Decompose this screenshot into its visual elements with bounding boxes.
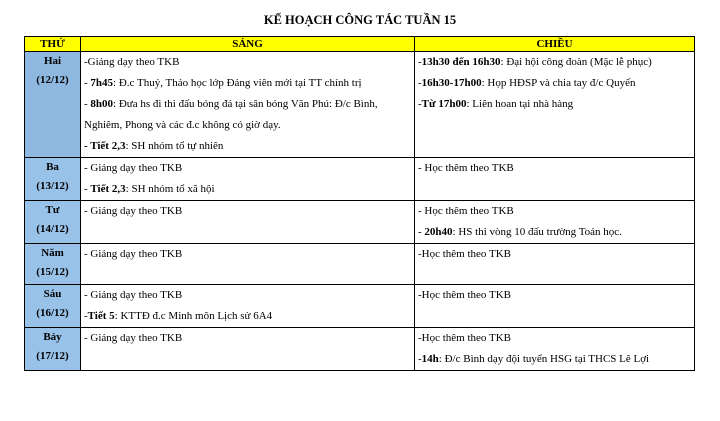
schedule-entry xyxy=(84,52,414,73)
schedule-entry xyxy=(84,94,414,136)
schedule-entry xyxy=(418,94,694,115)
day-date: (17/12) xyxy=(36,350,69,362)
entry-text: : Liên hoan tại nhà hàng xyxy=(466,98,574,110)
schedule-entry xyxy=(418,285,694,306)
schedule-entry xyxy=(418,244,694,265)
schedule-entry xyxy=(84,136,414,157)
schedule-entry xyxy=(84,328,414,349)
morning-cell xyxy=(81,52,415,158)
schedule-entry xyxy=(84,73,414,94)
morning-cell xyxy=(81,244,415,285)
entry-prefix: - xyxy=(84,310,88,322)
schedule-body xyxy=(25,52,695,371)
afternoon-cell xyxy=(415,244,695,285)
schedule-entry xyxy=(84,179,414,200)
weekly-schedule-table xyxy=(24,36,695,371)
entry-text: - Giảng dạy theo TKB xyxy=(84,162,183,174)
schedule-entry xyxy=(418,222,694,243)
entry-prefix: - xyxy=(418,56,422,68)
day-cell xyxy=(25,285,81,328)
header-day: THỨ xyxy=(25,37,81,52)
entry-text: : Họp HĐSP và chia tay đ/c Quyến xyxy=(481,77,636,89)
day-date: (14/12) xyxy=(36,223,69,235)
header-afternoon: CHIỀU xyxy=(415,37,695,52)
schedule-entry xyxy=(84,158,414,179)
entry-text: - Học thêm theo TKB xyxy=(418,162,514,174)
entry-time: 16h30-17h00 xyxy=(421,77,482,89)
entry-text: : Đ.c Thuỷ, Thảo học lớp Đảng viên mới tại TT chính trị xyxy=(113,77,362,89)
morning-cell xyxy=(81,158,415,201)
entry-text: - Giảng dạy theo TKB xyxy=(84,248,183,260)
table-row xyxy=(25,244,695,285)
entry-text: : SH nhóm tổ xã hội xyxy=(125,183,215,195)
day-name: Hai xyxy=(43,55,62,67)
entry-text: - Giảng dạy theo TKB xyxy=(84,289,183,301)
table-row xyxy=(25,201,695,244)
morning-cell xyxy=(81,201,415,244)
day-name: Sáu xyxy=(43,288,62,300)
day-date: (13/12) xyxy=(36,180,69,192)
entry-text: : KTTĐ đ.c Minh môn Lịch sử 6A4 xyxy=(114,310,273,322)
entry-prefix: - xyxy=(84,77,91,89)
entry-prefix: - xyxy=(84,183,91,195)
entry-text: -Học thêm theo TKB xyxy=(418,248,511,260)
schedule-entry xyxy=(418,201,694,222)
entry-time: Tiết 5 xyxy=(87,310,115,322)
entry-prefix: - xyxy=(418,98,422,110)
entry-prefix: - xyxy=(418,353,422,365)
day-name: Bảy xyxy=(43,331,62,343)
entry-text: : Đưa hs đi thi đấu bóng đá tại sân bóng Văn Phú: Đ/c Bình, Nghiêm, Phong và các đ.c không có giờ dạy. xyxy=(84,98,378,131)
afternoon-cell xyxy=(415,328,695,371)
day-name: Năm xyxy=(41,247,64,259)
day-date: (12/12) xyxy=(36,74,69,86)
entry-prefix: - xyxy=(418,226,425,238)
entry-time: 20h40 xyxy=(424,226,453,238)
entry-text: : SH nhóm tổ tự nhiên xyxy=(125,140,224,152)
schedule-entry xyxy=(84,285,414,306)
day-name: Ba xyxy=(46,161,59,173)
header-row xyxy=(25,37,695,52)
schedule-entry xyxy=(418,349,694,370)
schedule-entry xyxy=(418,328,694,349)
entry-prefix: - xyxy=(418,77,422,89)
entry-text: : Đ/c Bình dạy đội tuyển HSG tại THCS Lê Lợi xyxy=(438,353,650,365)
page-title: KẾ HOẠCH CÔNG TÁC TUẦN 15 xyxy=(263,13,457,27)
day-date: (16/12) xyxy=(36,307,69,319)
entry-prefix: - xyxy=(84,98,91,110)
day-cell xyxy=(25,52,81,158)
morning-cell xyxy=(81,328,415,371)
schedule-entry xyxy=(418,73,694,94)
entry-time: Tiết 2,3 xyxy=(90,183,126,195)
day-date: (15/12) xyxy=(36,266,69,278)
entry-text: - Giảng dạy theo TKB xyxy=(84,205,183,217)
schedule-entry xyxy=(84,244,414,265)
schedule-entry xyxy=(418,52,694,73)
table-row xyxy=(25,285,695,328)
table-row xyxy=(25,328,695,371)
day-cell xyxy=(25,201,81,244)
entry-time: 8h00 xyxy=(90,98,114,110)
entry-time: 13h30 đến 16h30 xyxy=(421,56,501,68)
entry-time: - Tiết 2,3 xyxy=(84,140,126,152)
afternoon-cell xyxy=(415,158,695,201)
entry-text: -Giảng dạy theo TKB xyxy=(84,56,180,68)
entry-text: : Đại hội công đoàn (Mặc lễ phục) xyxy=(500,56,652,68)
afternoon-cell xyxy=(415,201,695,244)
entry-time: 7h45 xyxy=(90,77,114,89)
day-cell xyxy=(25,244,81,285)
header-morning: SÁNG xyxy=(81,37,415,52)
day-name: Tư xyxy=(45,204,60,216)
entry-time: 14h xyxy=(421,353,439,365)
table-row xyxy=(25,52,695,158)
schedule-entry xyxy=(84,201,414,222)
afternoon-cell xyxy=(415,285,695,328)
entry-text: - Giảng dạy theo TKB xyxy=(84,332,183,344)
entry-text: -Học thêm theo TKB xyxy=(418,332,511,344)
table-row xyxy=(25,158,695,201)
entry-text: - Học thêm theo TKB xyxy=(418,205,514,217)
entry-text: -Học thêm theo TKB xyxy=(418,289,511,301)
day-cell xyxy=(25,328,81,371)
afternoon-cell xyxy=(415,52,695,158)
morning-cell xyxy=(81,285,415,328)
entry-time: Từ 17h00 xyxy=(421,98,467,110)
schedule-entry xyxy=(84,306,414,327)
entry-text: : HS thi vòng 10 đấu trường Toán học. xyxy=(452,226,622,238)
schedule-entry xyxy=(418,158,694,179)
day-cell xyxy=(25,158,81,201)
